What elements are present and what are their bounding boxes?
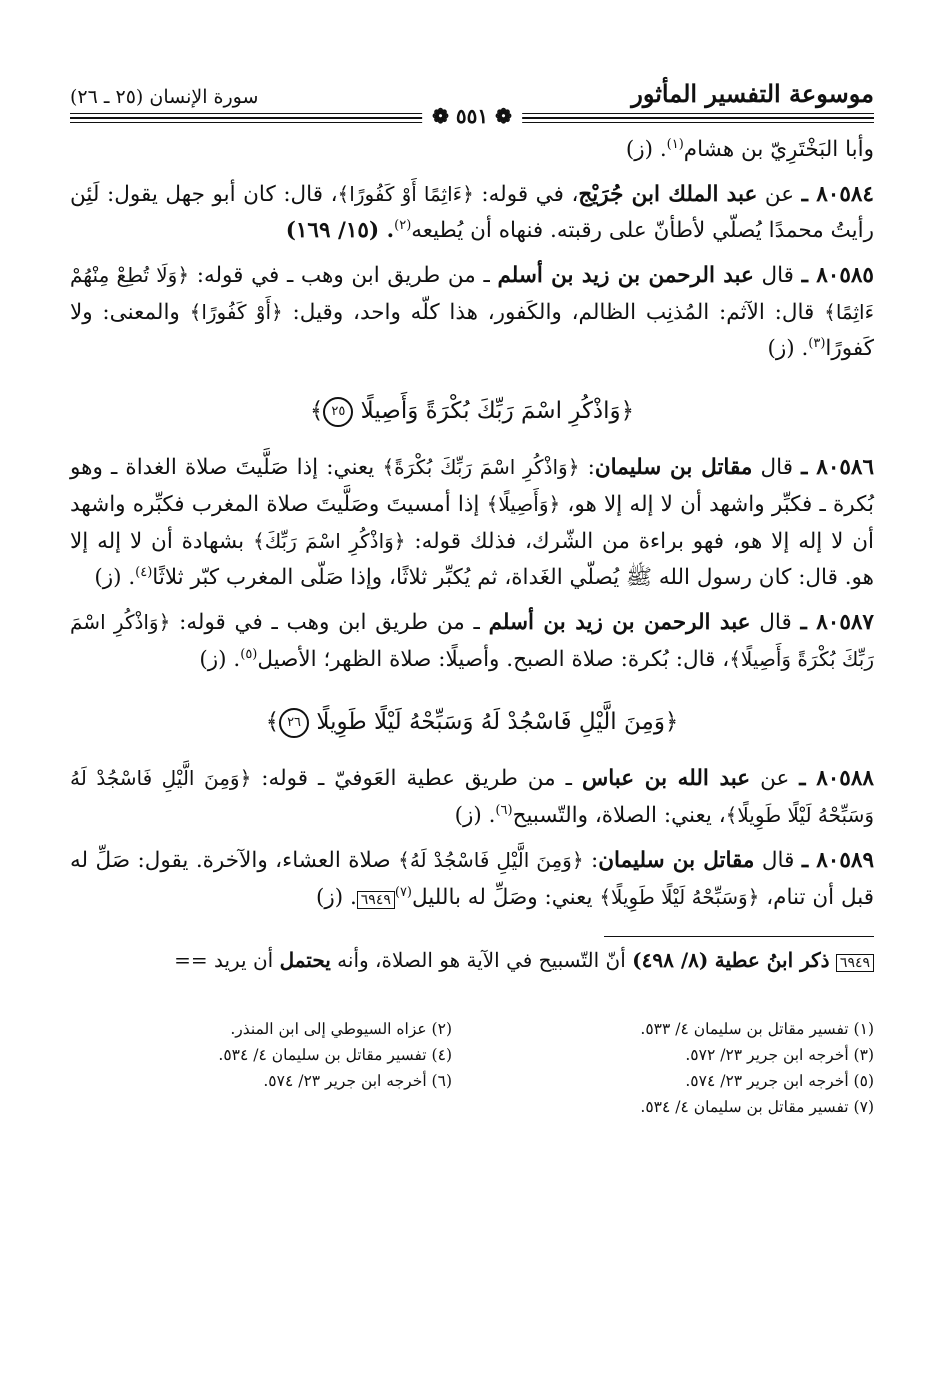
entry-80584: ٨٠٥٨٤ ـ عن عبد الملك ابن جُرَيْج، في قوله: ﴿ءَاثِمًا أَوْ كَفُورًا﴾، قال: كان أبو جهل يقول: لَئِن رأيتُ محمدًا يُصلّي لأطأنّ على رقبته. فنهاه أن يُطيعه$^{(٢)}$. (١٥/ ١٦٩): [70, 182, 874, 243]
narrator-name: مقاتل بن سليمان: [598, 848, 755, 873]
footnote-3: (٣) أخرجه ابن جرير ٢٣/ ٥٧٢.: [685, 1046, 874, 1064]
entry-80586: ٨٠٥٨٦ ـ قال مقاتل بن سليمان: ﴿وَاذْكُرِ اسْمَ رَبِّكَ بُكْرَةً﴾ يعني: إذا صَلَّيتَ صلاة الغداة ـ وهو بُكرة ـ فكبِّر واشهد أن لا إله إلا هو، ﴿وَأَصِيلًا﴾ إذا أمسيتَ وصَلَّيتَ صلاة المغرب فكبِّره واشهد أن لا إله إلا هو، فهو براءة من الشّرك، فذلك قوله: ﴿وَاذْكُرِ اسْمَ رَبِّكَ﴾ بشهادة أن لا إله إلا هو. قال: كان رسول الله ﷺ يُصلّي الغَداة، ثم يُكبِّر ثلاثًا، وإذا صَلّى المغرب كبّر ثلاثًا$^{(٤)}$. (ز): [70, 455, 875, 590]
editor-note: ٦٩٤٩ ذكر ابنُ عطية (٨/ ٤٩٨) أنّ التّسبيح في الآية هو الصلاة، وأنه يحتمل أن يريد ==: [70, 943, 874, 980]
verse-heading-25: ﴿وَاذْكُرِ اسْمَ رَبِّكَ بُكْرَةً وَأَصِيلًا ٢٥﴾: [70, 393, 874, 429]
verse-heading-26: ﴿وَمِنَ الَّيْلِ فَاسْجُدْ لَهُ وَسَبِّحْهُ لَيْلًا طَوِيلًا ٢٦﴾: [70, 704, 874, 740]
quran-quote: ﴿وَأَصِيلًا﴾: [486, 492, 561, 516]
quran-quote: ﴿وَاذْكُرِ اسْمَ رَبِّكَ﴾: [252, 529, 406, 553]
page: [70, 60, 874, 1118]
entry-80587: ٨٠٥٨٧ ـ قال عبد الرحمن بن زيد بن أسلم ـ من طريق ابن وهب ـ في قوله: ﴿وَاذْكُرِ اسْمَ رَبِّكَ بُكْرَةً وَأَصِيلًا﴾، قال: بُكرة: صلاة الصبح. وأصيلًا: صلاة الظهر؛ الأصيل$^{(٥)}$. (ز): [70, 610, 874, 672]
quran-quote: ﴿وَاذْكُرِ اسْمَ رَبِّكَ بُكْرَةً﴾: [382, 455, 580, 479]
footnote-5: (٥) أخرجه ابن جرير ٢٣/ ٥٧٤.: [685, 1072, 874, 1090]
quran-quote: ﴿وَلَا تُطِعْ مِنْهُمْ ءَاثِمًا﴾: [70, 263, 874, 324]
narrator-name: عبد الرحمن بن زيد بن أسلم: [497, 263, 754, 288]
footnote-1: (١) تفسير مقاتل بن سليمان ٤/ ٥٣٣.: [640, 1020, 874, 1038]
entry-80589: ٨٠٥٨٩ ـ قال مقاتل بن سليمان: ﴿وَمِنَ الَّيْلِ فَاسْجُدْ لَهُ﴾ صلاة العشاء، والآخرة. يقول: صَلِّ له قبل أن تنام، ﴿وَسَبِّحْهُ لَيْلًا طَوِيلًا﴾ يعني: وصَلِّ له بالليل$^{(٧)}$٦٩٤٩. (ز): [70, 848, 874, 910]
narrator-name: عبد الله بن عباس: [581, 766, 751, 791]
quran-quote: ﴿وَمِنَ الَّيْلِ فَاسْجُدْ لَهُ وَسَبِّحْهُ لَيْلًا طَوِيلًا﴾: [70, 766, 874, 827]
header-rule: [70, 104, 874, 132]
note-separator: [604, 936, 874, 937]
narrator-name: عبد الملك ابن جُرَيْج: [578, 182, 758, 207]
quran-quote: ﴿أَوْ كَفُورًا﴾: [189, 300, 283, 324]
page-number: ❁ ٥٥١ ❁: [422, 104, 522, 128]
entry-80585: ٨٠٥٨٥ ـ قال عبد الرحمن بن زيد بن أسلم ـ من طريق ابن وهب ـ في قوله: ﴿وَلَا تُطِعْ مِنْهُمْ ءَاثِمًا﴾ قال: الآثم: المُذنِب الظالم، والكَفور، هذا كلّه واحد، وقيل: ﴿أَوْ كَفُورًا﴾ والمعنى: ولا كَفورًا$^{(٣)}$. (ز): [70, 263, 874, 361]
quran-quote: ﴿ءَاثِمًا أَوْ كَفُورًا﴾: [337, 182, 474, 206]
narrator-name: مقاتل بن سليمان: [594, 455, 753, 480]
intro-line: وأبا البَخْتَرِيّ بن هشام$^{(١)}$. (ز): [625, 136, 874, 162]
footnote-7: (٧) تفسير مقاتل بن سليمان ٤/ ٥٣٤.: [640, 1098, 874, 1116]
footnote-2: (٢) عزاه السيوطي إلى ابن المنذر.: [230, 1020, 452, 1038]
narrator-name: عبد الرحمن بن زيد بن أسلم: [488, 610, 751, 635]
quran-quote: ﴿وَاذْكُرِ اسْمَ رَبِّكَ بُكْرَةً وَأَصِيلًا﴾: [70, 610, 874, 671]
note-reference-box: ٦٩٤٩: [357, 891, 395, 909]
footnotes: [70, 1018, 874, 1118]
footnote-4: (٤) تفسير مقاتل بن سليمان ٤/ ٥٣٤.: [218, 1046, 452, 1064]
quran-quote: ﴿وَسَبِّحْهُ لَيْلًا طَوِيلًا﴾: [599, 885, 760, 909]
quran-quote: ﴿وَمِنَ الَّيْلِ فَاسْجُدْ لَهُ﴾: [398, 848, 584, 872]
ayah-number-mark: ٢٦: [279, 708, 309, 738]
entry-80588: ٨٠٥٨٨ ـ عن عبد الله بن عباس ـ من طريق عطية العَوفيّ ـ قوله: ﴿وَمِنَ الَّيْلِ فَاسْجُدْ لَهُ وَسَبِّحْهُ لَيْلًا طَوِيلًا﴾، يعني: الصلاة، والتّسبيح$^{(٦)}$. (ز): [70, 766, 874, 828]
note-number-box: ٦٩٤٩: [836, 954, 874, 972]
book-title: موسوعة التفسير المأثور: [631, 79, 874, 108]
page-header: [70, 60, 874, 108]
main-text: [70, 132, 874, 918]
footnote-6: (٦) أخرجه ابن جرير ٢٣/ ٥٧٤.: [263, 1072, 452, 1090]
ayah-number-mark: ٢٥: [323, 397, 353, 427]
surah-title: سورة الإنسان (٢٥ ـ ٢٦): [70, 86, 259, 108]
